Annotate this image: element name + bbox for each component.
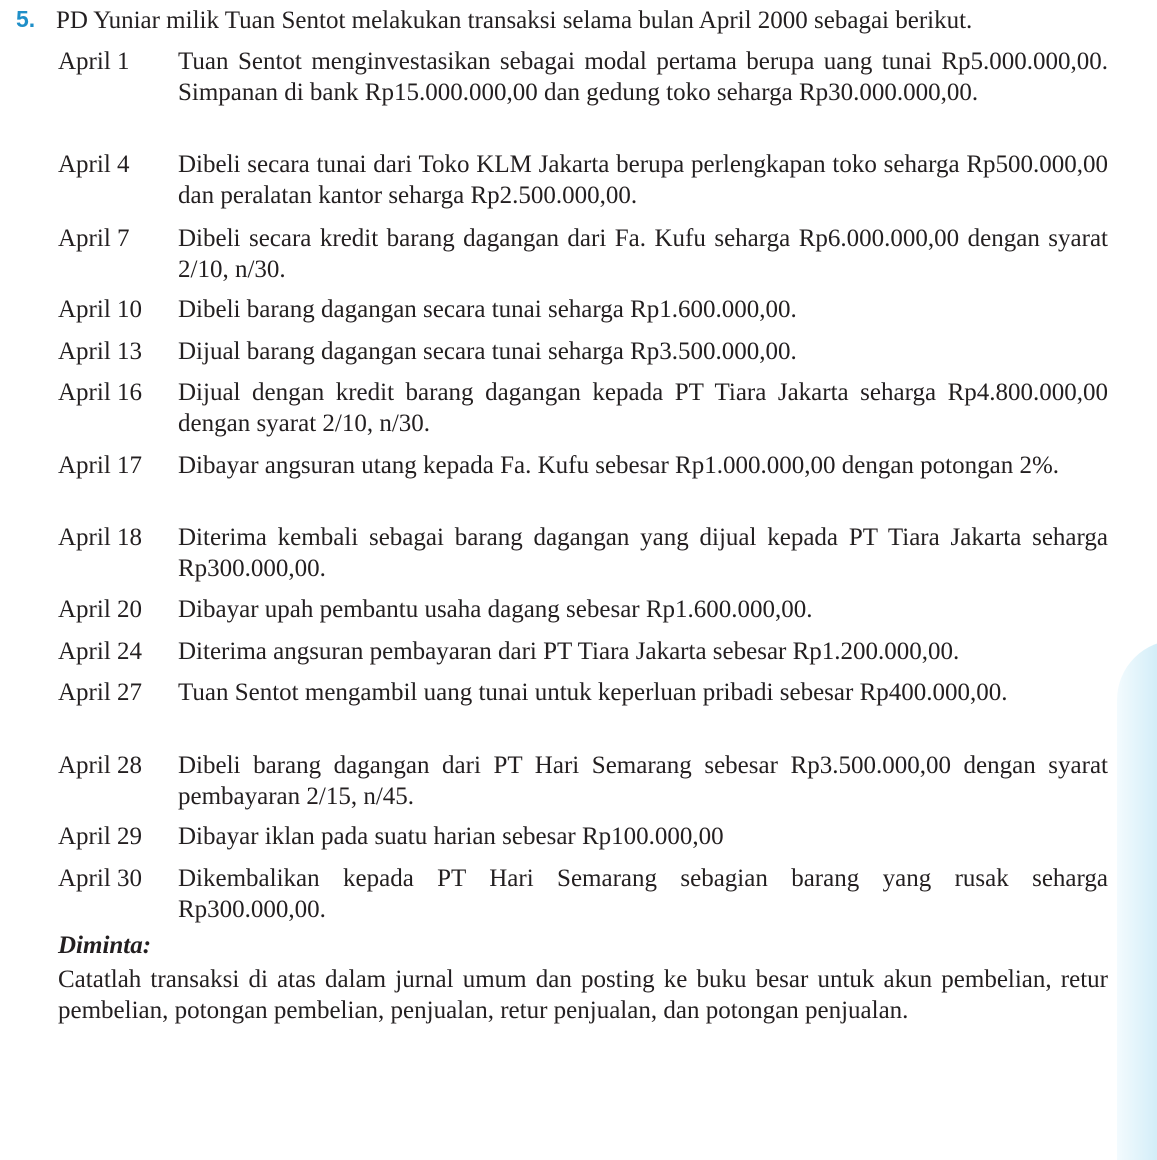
question-number: 5. [16, 6, 36, 32]
transaction-item [58, 522, 1118, 584]
transaction-text: Diterima kembali sebagai barang dagangan yang dijual kepada PT Tiara Jakarta seharga Rp300.000,00. [178, 524, 1108, 582]
transaction-item [58, 149, 1118, 211]
transaction-date: April 1 [58, 48, 130, 75]
question-intro: PD Yuniar milik Tuan Sentot melakukan transaksi selama bulan April 2000 sebagai berikut. [56, 7, 973, 34]
transaction-text: Tuan Sentot mengambil uang tunai untuk keperluan pribadi sebesar Rp400.000,00. [178, 679, 1008, 706]
transaction-text: Tuan Sentot menginvestasikan sebagai modal pertama berupa uang tunai Rp5.000.000,00. Simpanan di bank Rp15.000.000,00 dan gedung toko seharga Rp30.000.000,00. [178, 48, 1108, 106]
transaction-date: April 20 [58, 596, 143, 623]
transaction-item [58, 863, 1118, 925]
transaction-item [58, 750, 1118, 812]
transaction-date: April 10 [58, 296, 143, 323]
transaction-item [58, 336, 1118, 367]
transaction-item [58, 294, 1118, 325]
transaction-date: April 13 [58, 338, 143, 365]
transaction-date: April 28 [58, 752, 143, 779]
transaction-text: Dibeli barang dagangan dari PT Hari Semarang sebesar Rp3.500.000,00 dengan syarat pembayaran 2/15, n/45. [178, 752, 1108, 810]
transaction-text: Dibeli barang dagangan secara tunai seharga Rp1.600.000,00. [178, 296, 797, 323]
transaction-item [58, 223, 1118, 285]
transaction-date: April 17 [58, 452, 143, 479]
transaction-text: Dibayar angsuran utang kepada Fa. Kufu sebesar Rp1.000.000,00 dengan potongan 2%. [178, 452, 1060, 479]
transaction-text: Dibayar iklan pada suatu harian sebesar Rp100.000,00 [178, 823, 724, 850]
transaction-item [58, 594, 1118, 625]
transaction-date: April 7 [58, 225, 130, 252]
transaction-date: April 24 [58, 638, 143, 665]
transaction-text: Dijual barang dagangan secara tunai seharga Rp3.500.000,00. [178, 338, 797, 365]
transaction-text: Diterima angsuran pembayaran dari PT Tiara Jakarta sebesar Rp1.200.000,00. [178, 638, 960, 665]
task-label: Diminta: [58, 932, 152, 959]
transaction-date: April 18 [58, 524, 143, 551]
transaction-item [58, 46, 1118, 108]
task-text: Catatlah transaksi di atas dalam jurnal umum dan posting ke buku besar untuk akun pembelian, retur pembelian, potongan pembelian, penjualan, retur penjualan, dan potongan penjualan. [58, 966, 1108, 1024]
transaction-text: Dibeli secara tunai dari Toko KLM Jakarta berupa perlengkapan toko seharga Rp500.000,00 dan peralatan kantor seharga Rp2.500.000,00. [178, 151, 1108, 209]
transaction-text: Dikembalikan kepada PT Hari Semarang sebagian barang yang rusak seharga Rp300.000,00. [178, 865, 1108, 923]
transaction-date: April 16 [58, 379, 143, 406]
transaction-item [58, 377, 1118, 439]
transaction-date: April 30 [58, 865, 143, 892]
transaction-text: Dibeli secara kredit barang dagangan dari Fa. Kufu seharga Rp6.000.000,00 dengan syarat 2/10, n/30. [178, 225, 1108, 283]
transaction-item [58, 450, 1118, 481]
transaction-item [58, 677, 1118, 708]
transaction-text: Dibayar upah pembantu usaha dagang sebesar Rp1.600.000,00. [178, 596, 813, 623]
transaction-date: April 27 [58, 679, 143, 706]
transaction-text: Dijual dengan kredit barang dagangan kepada PT Tiara Jakarta seharga Rp4.800.000,00 dengan syarat 2/10, n/30. [178, 379, 1108, 437]
transaction-item [58, 636, 1118, 667]
transaction-item [58, 821, 1118, 852]
transaction-date: April 29 [58, 823, 143, 850]
transaction-date: April 4 [58, 151, 130, 178]
